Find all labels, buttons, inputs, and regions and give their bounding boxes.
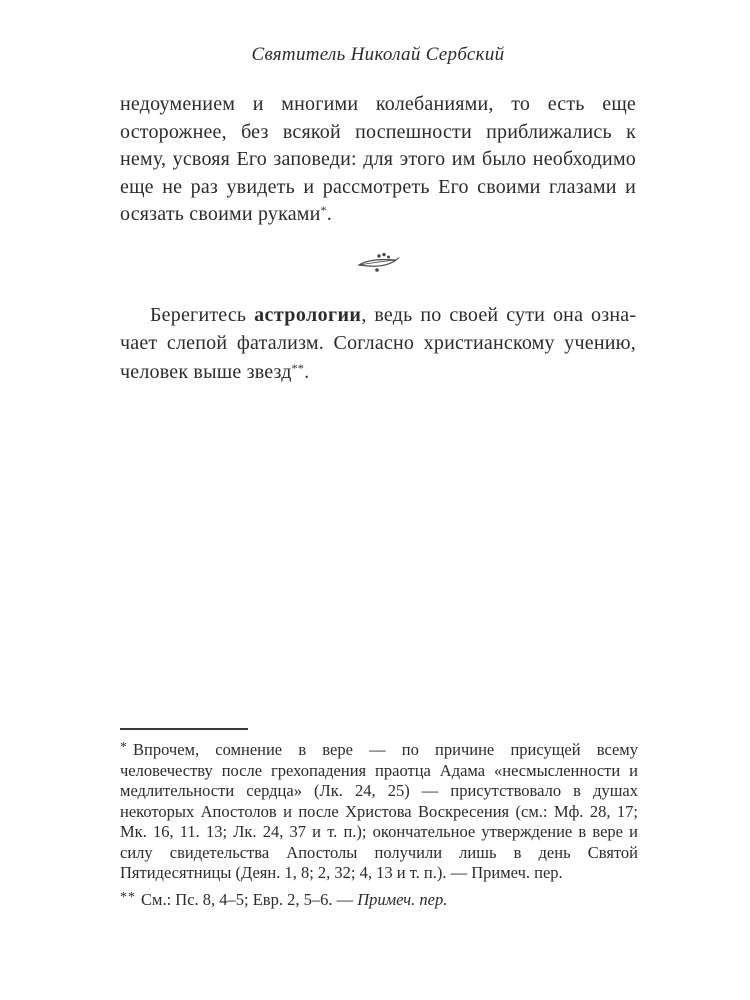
paragraph-astrology-period: .	[304, 360, 310, 383]
footnote-reference-1: *	[320, 203, 327, 217]
paragraph-astrology	[120, 301, 636, 387]
footnote-1-text: Впрочем, сомнение в вере — по причине присущей всему человечеству после грехопадения праотца Адама «несмысленности и медлительности сердца» (Лк. 24, 25) — присутствовало в душах некоторых Апостолов и после Христова Воскресения (см.: Мф. 28, 17; Мк. 16, 11. 13; Лк. 24, 37 и т. п.); окончательное утверждение в вере и силу свидетельства Апостолы получили лишь в день Святой Пятидесятницы (Деян. 1, 8; 2, 32; 4, 13 и т. п.). — Примеч. пер.	[120, 740, 638, 882]
footnote-1-marker: *	[120, 740, 128, 755]
footnote-separator	[120, 728, 248, 730]
footnote-section	[120, 728, 638, 916]
footnote-2-text: См.: Пс. 8, 4–5; Евр. 2, 5–6. —	[141, 889, 358, 909]
paragraph-astrology-rest: , ведь по своей сути она означает слепой фатализм. Согласно христианскому учению, человек выше звезд	[120, 303, 636, 383]
paragraph-continuation-period: .	[326, 203, 332, 225]
footnote-reference-2: **	[291, 360, 305, 375]
fleuron-leaf-icon	[356, 251, 400, 275]
footnote-2-marker: **	[120, 889, 136, 905]
astrology-bold-term: астрологии	[254, 303, 362, 326]
footnote-2	[120, 890, 638, 911]
translator-note-italic: Примеч. пер.	[357, 889, 448, 909]
paragraph-continuation-text: недоумением и многими колебаниями, то есть еще осторожнее, без всякой поспешности приближались к нему, усвояя Его заповеди: для этого им было необходимо еще не раз увидеть и рассмотреть Его своими глазами и осязать своими руками	[120, 93, 636, 225]
paragraph-continuation	[120, 91, 636, 229]
footnote-1	[120, 740, 638, 884]
section-divider	[120, 251, 636, 275]
text-block	[120, 0, 636, 386]
paragraph-astrology-lead: Берегитесь	[150, 303, 255, 326]
running-head: Святитель Николай Сербский	[251, 44, 505, 65]
